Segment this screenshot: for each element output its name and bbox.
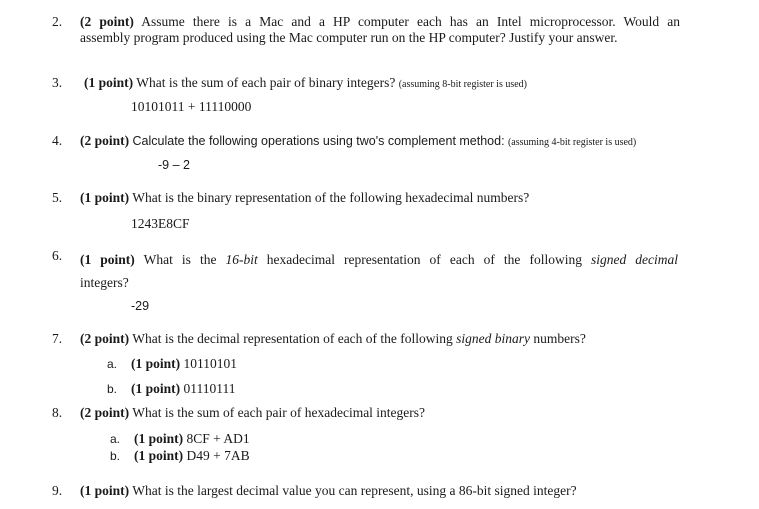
- sub-letter: b.: [107, 382, 118, 396]
- question-number: 5.: [52, 190, 63, 205]
- question-line: integers?: [80, 275, 129, 290]
- question-text: [80, 483, 690, 499]
- question-text: [80, 14, 680, 46]
- question-number: 4.: [52, 133, 63, 148]
- points-label: (1 point): [134, 431, 184, 446]
- expression: -9 – 2: [158, 158, 190, 172]
- expression: 1243E8CF: [131, 216, 190, 231]
- question-body: hexadecimal representation of each of the following: [266, 252, 582, 267]
- sub-value: 8CF + AD1: [186, 431, 250, 446]
- emphasis: 16-bit: [225, 252, 258, 267]
- points-label: (1 point): [80, 252, 135, 267]
- sub-text: [131, 381, 236, 397]
- expression: -29: [131, 299, 150, 313]
- points-label: (2 point): [80, 331, 130, 346]
- points-label: (1 point): [134, 448, 184, 463]
- expression: 10101011 + 11110000: [131, 99, 252, 114]
- sub-letter: a.: [110, 432, 121, 446]
- question-line: [80, 14, 680, 30]
- question-text: [80, 133, 720, 151]
- emphasis: signed decimal: [591, 252, 679, 267]
- question-body: What is the sum of each pair of binary integers?: [136, 75, 396, 90]
- points-label: (1 point): [84, 75, 134, 90]
- question-number: 6.: [52, 248, 63, 263]
- question-body: What is the decimal representation of each of the following: [132, 331, 453, 346]
- sub-value: 10110101: [183, 356, 238, 371]
- points-label: (2 point): [80, 14, 134, 29]
- question-body: What is the largest decimal value you can represent, using a 86-bit signed integer?: [132, 483, 577, 498]
- question-text: [80, 331, 690, 347]
- question-line: [80, 248, 678, 271]
- sub-letter: b.: [110, 449, 121, 463]
- question-text: [84, 75, 694, 93]
- question-number: 7.: [52, 331, 63, 346]
- sub-letter: a.: [107, 357, 118, 371]
- sub-text: [131, 356, 237, 372]
- question-number: 9.: [52, 483, 63, 498]
- emphasis: signed binary: [456, 331, 531, 346]
- question-body: What is the: [143, 252, 217, 267]
- question-text: [80, 248, 678, 294]
- question-number: 3.: [52, 75, 63, 90]
- question-body: Assume there is a Mac and a HP computer each has an Intel microprocessor. Would an: [141, 14, 680, 29]
- question-body: Calculate the following operations using two's complement method:: [132, 134, 505, 148]
- question-text: [80, 405, 690, 421]
- sub-value: D49 + 7AB: [186, 448, 250, 463]
- question-body: numbers?: [533, 331, 586, 346]
- points-label: (1 point): [80, 483, 130, 498]
- register-note: (assuming 4-bit register is used): [507, 137, 637, 148]
- question-body: What is the binary representation of the following hexadecimal numbers?: [132, 190, 530, 205]
- points-label: (2 point): [80, 133, 130, 148]
- register-note: (assuming 8-bit register is used): [398, 79, 527, 90]
- question-text: [80, 190, 690, 206]
- points-label: (1 point): [80, 190, 130, 205]
- points-label: (1 point): [131, 381, 181, 396]
- question-line: assembly program produced using the Mac computer run on the HP computer? Justify your answer.: [80, 30, 618, 45]
- points-label: (2 point): [80, 405, 130, 420]
- sub-text: [134, 448, 250, 464]
- points-label: (1 point): [131, 356, 181, 371]
- question-number: 2.: [52, 14, 63, 29]
- sub-value: 01110111: [183, 381, 236, 396]
- question-number: 8.: [52, 405, 63, 420]
- sub-text: [134, 431, 250, 447]
- question-body: What is the sum of each pair of hexadecimal integers?: [132, 405, 426, 420]
